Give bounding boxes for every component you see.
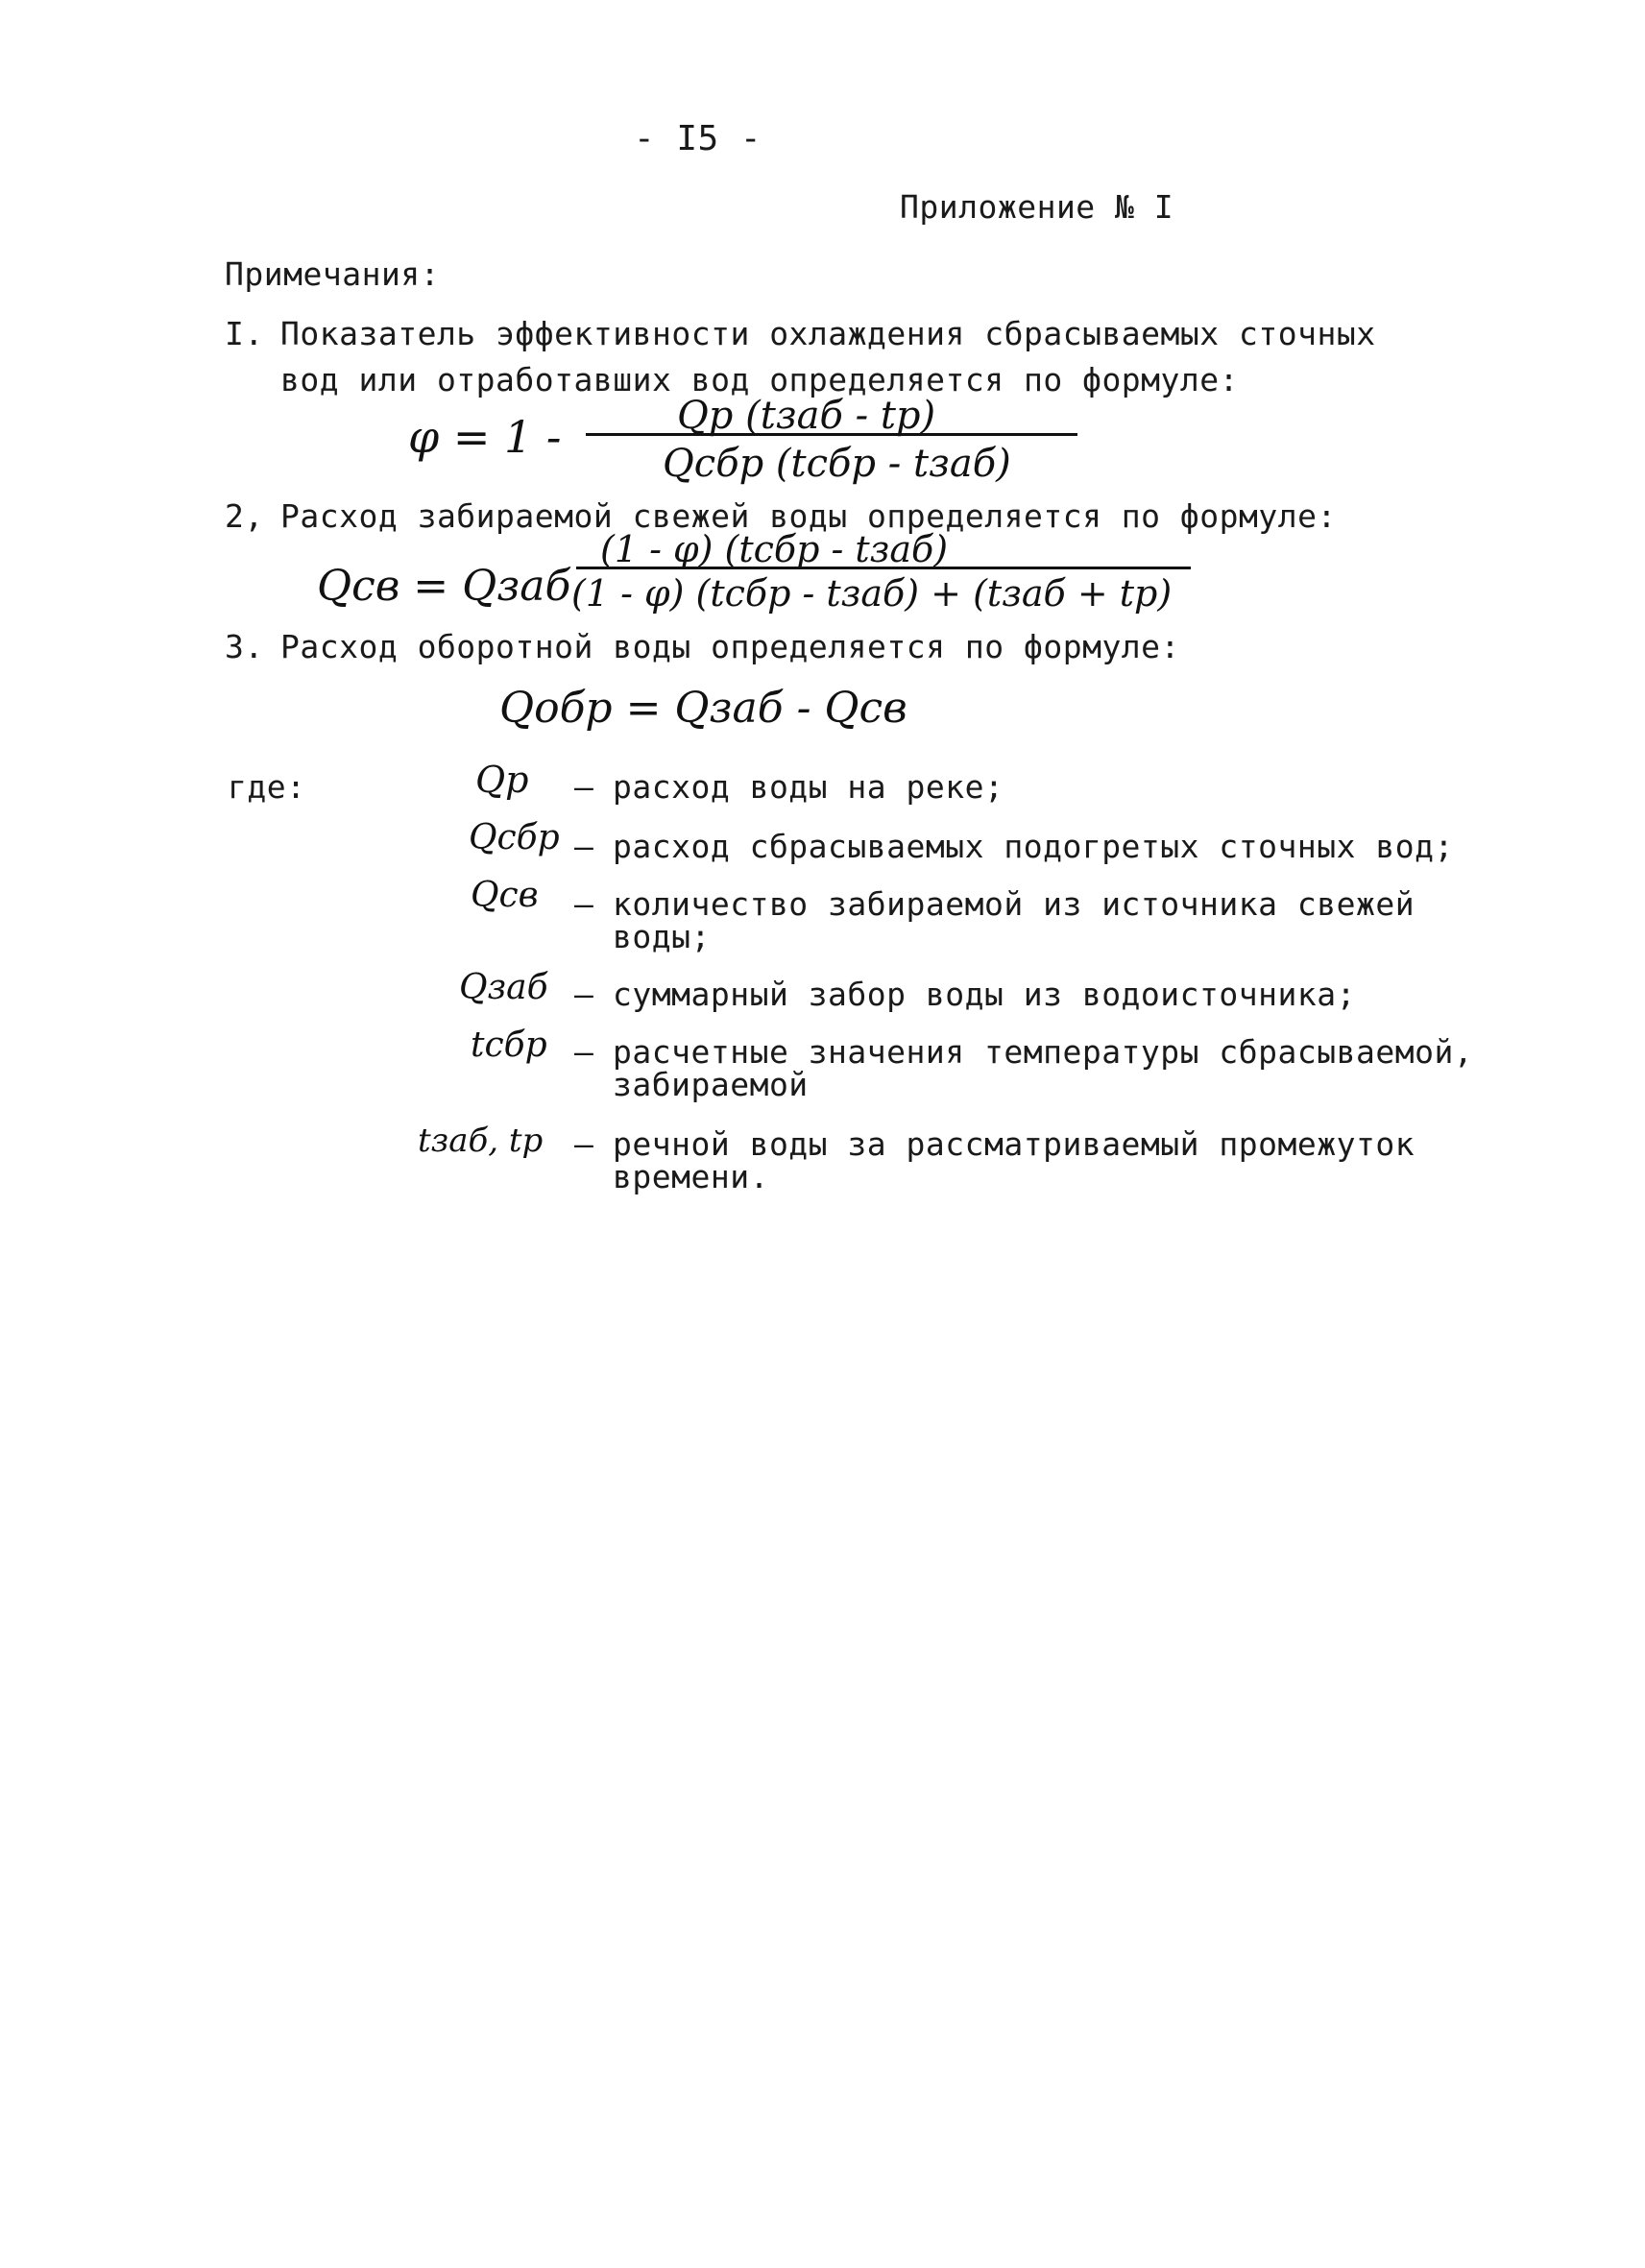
note-2-text-line1: Расход забираемой свежей воды определяется по формуле: [280, 497, 1337, 535]
definition-symbol: tсбр [471, 1025, 547, 1065]
note-1-text-line2: вод или отработавших вод определяется по формуле: [280, 361, 1240, 398]
formula-1-denominator: Qсбр (tсбр - tзаб) [663, 442, 1011, 486]
definition-text-continued: забираемой [613, 1066, 809, 1103]
definition-symbol: Qсбр [469, 818, 560, 857]
definition-dash: – [574, 828, 594, 865]
appendix-label: Приложение № I [900, 188, 1174, 226]
note-1-number: I. [225, 315, 264, 352]
definition-symbol: tзаб, tр [418, 1122, 544, 1160]
formula-2-numerator: (1 - φ) (tсбр - tзаб) [600, 528, 949, 570]
page-number: - I5 - [634, 119, 762, 158]
note-1-text-line1: Показатель эффективности охлаждения сбрасываемых сточных [280, 315, 1376, 352]
note-2-number: 2, [225, 497, 264, 535]
definition-text: расчетные значения температуры сбрасываемой, [613, 1033, 1474, 1071]
definition-symbol: Qр [475, 759, 529, 801]
definition-symbol: Qсв [471, 876, 539, 915]
note-3-text-line1: Расход оборотной воды определяется по формуле: [280, 628, 1180, 665]
definition-dash: – [574, 1125, 594, 1163]
definition-text: количество забираемой из источника свежей [613, 885, 1415, 923]
note-3-number: 3. [225, 628, 264, 665]
formula-2-lhs: Qсв = Qзаб [317, 562, 571, 611]
definition-symbol: Qзаб [459, 968, 548, 1007]
definition-dash: – [574, 976, 594, 1013]
formula-1-fraction-bar [586, 433, 1077, 436]
formula-1-numerator: Qр (tзаб - tр) [677, 394, 936, 438]
definition-text-continued: времени. [613, 1158, 769, 1195]
formula-1-lhs: φ = 1 - [408, 411, 562, 463]
definition-text: речной воды за рассматриваемый промежуток [613, 1125, 1415, 1163]
where-label: где: [228, 768, 306, 806]
formula-2-denominator: (1 - φ) (tсбр - tзаб) + (tзаб + tр) [571, 572, 1173, 615]
definition-text: суммарный забор воды из водоисточника; [613, 976, 1356, 1013]
notes-heading: Примечания: [225, 255, 441, 293]
definition-text: расход воды на реке; [613, 768, 1004, 806]
formula-3: Qобр = Qзаб - Qсв [499, 684, 907, 733]
definition-dash: – [574, 885, 594, 923]
formula-2-fraction-bar [576, 567, 1191, 569]
definition-dash: – [574, 1033, 594, 1071]
definition-text: расход сбрасываемых подогретых сточных вод; [613, 828, 1454, 865]
definition-dash: – [574, 768, 594, 806]
definition-text-continued: воды; [613, 918, 711, 955]
